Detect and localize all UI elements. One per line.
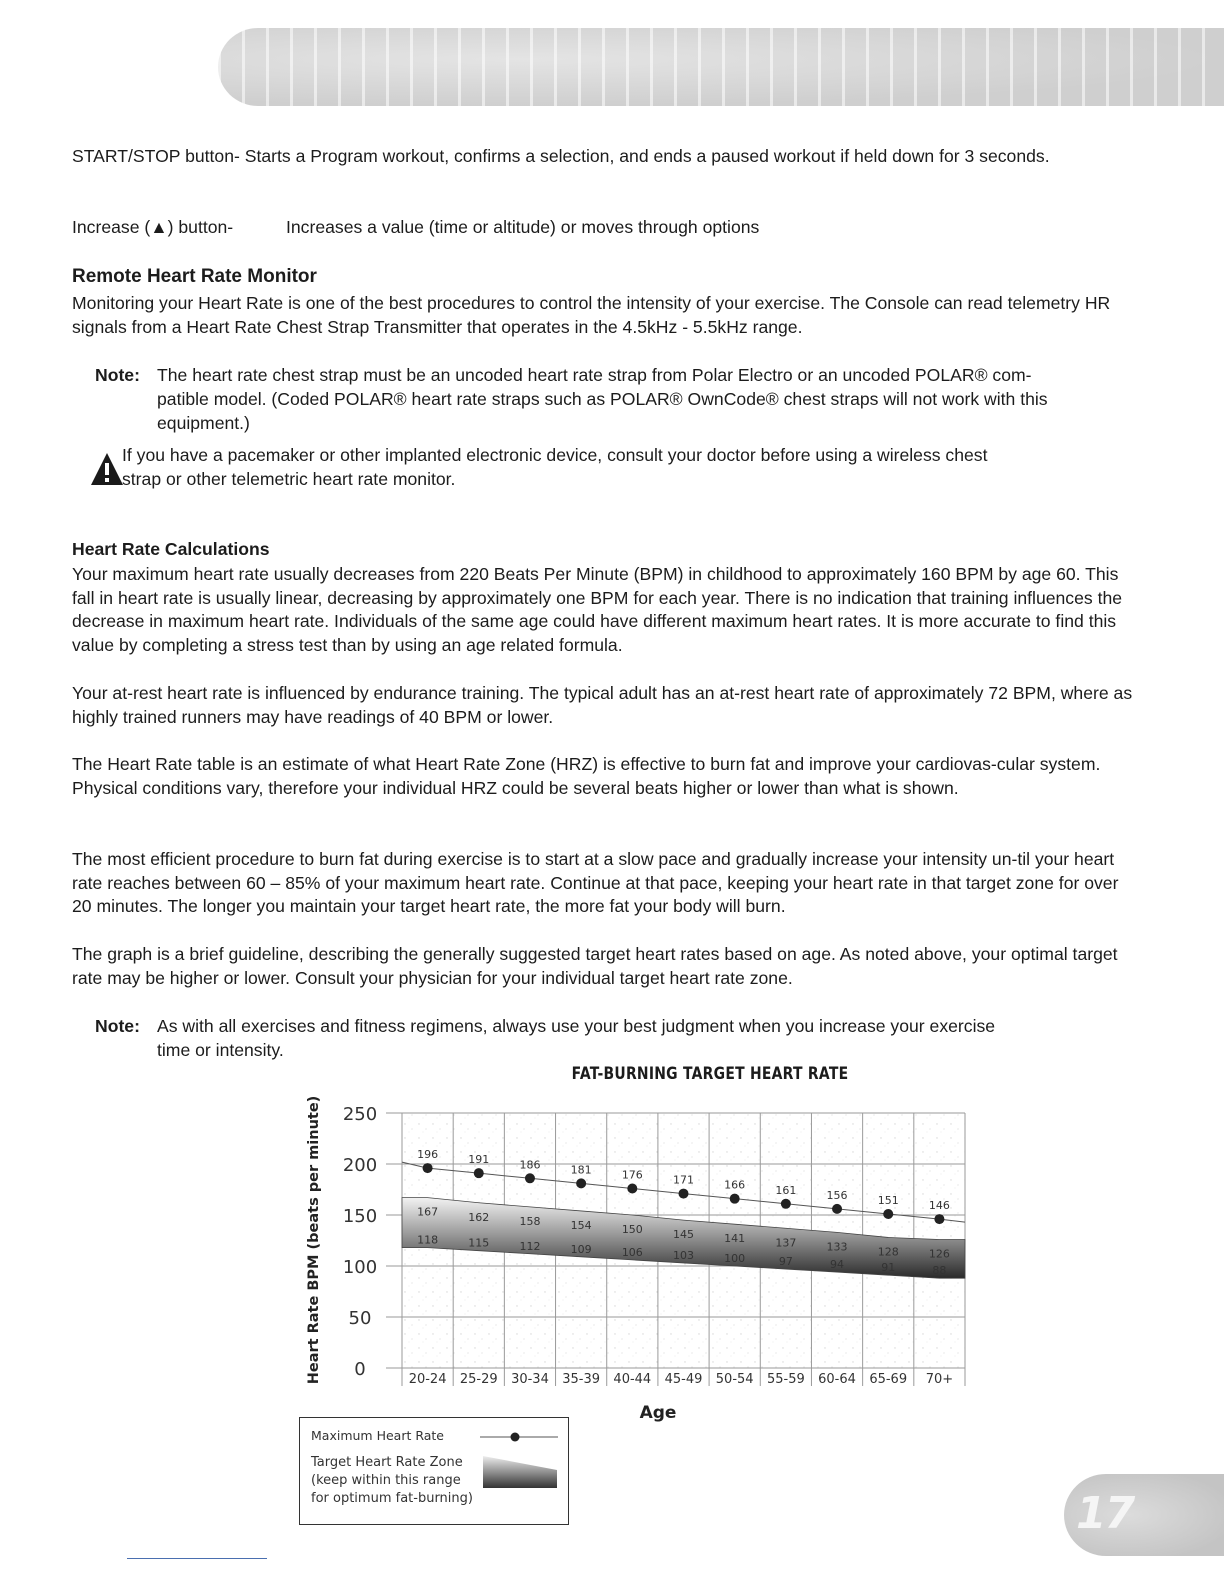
x-tick-label: 20-24 bbox=[408, 1372, 447, 1387]
max-heart-rate-point bbox=[525, 1173, 535, 1183]
note-label: Note: bbox=[95, 365, 140, 385]
warning-line-1: If you have a pacemaker or other implanted electronic device, consult your doctor before using a wireless chest bbox=[122, 445, 988, 465]
increase-desc: Increases a value (time or altitude) or moves through options bbox=[286, 217, 760, 237]
x-tick-label: 45-49 bbox=[664, 1372, 703, 1387]
legend-max-line bbox=[480, 1430, 558, 1444]
zone-upper-label: 162 bbox=[468, 1210, 490, 1224]
max-value-label: 196 bbox=[417, 1148, 439, 1162]
legend-zone-swatch bbox=[483, 1456, 557, 1490]
y-tick-label-100: 100 bbox=[342, 1257, 378, 1278]
heart-rate-chart bbox=[290, 1092, 990, 1422]
zone-lower-label: 100 bbox=[724, 1252, 746, 1265]
note2-label: Note: bbox=[95, 1016, 140, 1036]
zone-upper-label: 126 bbox=[928, 1247, 950, 1261]
max-value-label: 156 bbox=[826, 1188, 848, 1202]
zone-upper-label: 137 bbox=[775, 1236, 797, 1250]
x-tick-label: 25-29 bbox=[459, 1372, 498, 1387]
max-value-label: 161 bbox=[775, 1183, 797, 1197]
legend-zone-line-1: Target Heart Rate Zone bbox=[311, 1455, 463, 1470]
max-heart-rate-point bbox=[423, 1163, 433, 1173]
zone-upper-label: 154 bbox=[570, 1218, 592, 1232]
note-line-1: The heart rate chest strap must be an uncoded heart rate strap from Polar Electro or an uncoded POLAR® com- bbox=[157, 365, 1032, 385]
warning-icon bbox=[90, 452, 124, 486]
note2-line-2: time or intensity. bbox=[157, 1040, 284, 1060]
remote-heading: Remote Heart Rate Monitor bbox=[72, 266, 317, 287]
y-axis-label: Heart Rate BPM (beats per minute) bbox=[306, 1095, 322, 1385]
max-heart-rate-point bbox=[883, 1209, 893, 1219]
max-heart-rate-point bbox=[934, 1214, 944, 1224]
note2-line-1: As with all exercises and fitness regimens, always use your best judgment when you increase your exercise bbox=[157, 1016, 996, 1036]
x-axis-label: Age bbox=[639, 1403, 677, 1422]
max-value-label: 181 bbox=[570, 1163, 592, 1177]
y-tick-label-0: 0 bbox=[354, 1359, 366, 1380]
y-tick-label-50: 50 bbox=[348, 1308, 372, 1329]
startstop-text: START/STOP button- Starts a Program workout, confirms a selection, and ends a paused workout if held down for 3 seconds. bbox=[72, 146, 1050, 166]
x-tick-label: 50-54 bbox=[715, 1372, 754, 1387]
zone-upper-label: 133 bbox=[826, 1240, 848, 1254]
max-value-label: 146 bbox=[928, 1199, 950, 1213]
zone-upper-label: 128 bbox=[877, 1245, 899, 1259]
chart-legend bbox=[299, 1417, 569, 1525]
zone-lower-label: 103 bbox=[673, 1248, 694, 1262]
chart-title: FAT-BURNING TARGET HEART RATE bbox=[571, 1064, 849, 1084]
legend-zone-line-3: for optimum fat-burning) bbox=[311, 1491, 473, 1506]
max-heart-rate-point bbox=[627, 1183, 637, 1193]
zone-lower-label: 97 bbox=[778, 1255, 793, 1269]
max-heart-rate-point bbox=[730, 1194, 740, 1204]
y-tick-label-200: 200 bbox=[342, 1155, 378, 1176]
calc-paragraph-1: Your maximum heart rate usually decreases from 220 Beats Per Minute (BPM) in childhood to approximately 160 BPM by age 60. This fall in heart rate is usually linear, decreasing by approximately one BPM for each year. There is no indication that training influences the decrease in maximum heart rate. Individuals of the same age could have different maximum heart rates. It is more accurate to find this value by completing a stress test than by using an age related formula. bbox=[72, 564, 1123, 655]
zone-upper-label: 145 bbox=[673, 1228, 694, 1242]
max-heart-rate-point bbox=[832, 1204, 842, 1214]
x-tick-label: 35-39 bbox=[562, 1372, 601, 1387]
max-value-label: 171 bbox=[673, 1173, 694, 1187]
max-value-label: 186 bbox=[519, 1158, 541, 1172]
note-line-2: patible model. (Coded POLAR® heart rate straps such as POLAR® OwnCode® chest straps will not work with this bbox=[157, 389, 1048, 409]
legend-max-label: Maximum Heart Rate bbox=[311, 1428, 444, 1443]
y-tick-label-250: 250 bbox=[342, 1104, 378, 1125]
zone-lower-label: 109 bbox=[570, 1242, 592, 1256]
max-heart-rate-point bbox=[474, 1168, 484, 1178]
x-tick-label: 40-44 bbox=[613, 1372, 652, 1387]
x-tick-label: 65-69 bbox=[869, 1372, 908, 1387]
legend-zone-line-2: (keep within this range bbox=[311, 1473, 461, 1488]
zone-lower-label: 118 bbox=[417, 1233, 439, 1247]
zone-upper-label: 158 bbox=[519, 1214, 541, 1228]
x-tick-label: 30-34 bbox=[511, 1372, 549, 1387]
zone-upper-label: 150 bbox=[621, 1223, 643, 1236]
zone-upper-label: 141 bbox=[724, 1232, 746, 1246]
calc-paragraph-2: Your at-rest heart rate is influenced by endurance training. The typical adult has an at-rest heart rate of approximately 72 BPM, where as highly trained runners may have readings of 40 BPM or lower. bbox=[72, 683, 1133, 727]
zone-upper-label: 167 bbox=[417, 1205, 439, 1219]
warning-line-2: strap or other telemetric heart rate monitor. bbox=[122, 469, 456, 489]
x-tick-label: 70+ bbox=[925, 1372, 954, 1387]
max-heart-rate-point bbox=[576, 1178, 586, 1188]
zone-lower-label: 94 bbox=[830, 1258, 845, 1272]
x-tick-label: 60-64 bbox=[818, 1372, 856, 1387]
zone-lower-label: 112 bbox=[519, 1239, 541, 1253]
footer-line bbox=[127, 1558, 267, 1559]
page-number: 17 bbox=[1076, 1488, 1134, 1539]
header-band bbox=[218, 28, 1224, 106]
remote-body: Monitoring your Heart Rate is one of the best procedures to control the intensity of your exercise. The Console can read telemetry HR signals from a Heart Rate Chest Strap Transmitter that operates in the 4.5kHz - 5.5kHz range. bbox=[72, 293, 1111, 337]
max-value-label: 176 bbox=[621, 1168, 643, 1182]
calc-paragraph-3: The Heart Rate table is an estimate of what Heart Rate Zone (HRZ) is effective to burn fat and improve your cardiovas-cular system. Physical conditions vary, therefore your individual HRZ could be several beats higher or lower than what is shown. bbox=[72, 754, 1101, 798]
calc-paragraph-5: The graph is a brief guideline, describing the generally suggested target heart rates based on age. As noted above, your optimal target rate may be higher or lower. Consult your physician for your individual target heart rate zone. bbox=[72, 944, 1118, 988]
zone-lower-label: 91 bbox=[881, 1261, 896, 1275]
x-tick-label: 55-59 bbox=[766, 1372, 805, 1387]
calc-paragraph-4: The most efficient procedure to burn fat during exercise is to start at a slow pace and gradually increase your intensity un-til your heart rate reaches between 60 – 85% of your maximum heart rate. Continue at that pace, keeping your heart rate in that target zone for over 20 minutes. The longer you maintain your target heart rate, the more fat your body will burn. bbox=[72, 849, 1119, 917]
zone-lower-label: 88 bbox=[932, 1264, 947, 1278]
max-heart-rate-point bbox=[679, 1189, 689, 1199]
max-value-label: 191 bbox=[468, 1153, 490, 1167]
y-tick-label-150: 150 bbox=[342, 1206, 378, 1227]
increase-label: Increase (▲) button- bbox=[72, 217, 234, 237]
max-heart-rate-point bbox=[781, 1199, 791, 1209]
note-line-3: equipment.) bbox=[157, 413, 250, 433]
legend-zone-text bbox=[311, 1454, 491, 1508]
max-value-label: 151 bbox=[877, 1193, 899, 1207]
max-value-label: 166 bbox=[724, 1178, 746, 1192]
zone-lower-label: 115 bbox=[468, 1236, 490, 1250]
calc-heading: Heart Rate Calculations bbox=[72, 539, 270, 559]
zone-lower-label: 106 bbox=[621, 1245, 643, 1259]
